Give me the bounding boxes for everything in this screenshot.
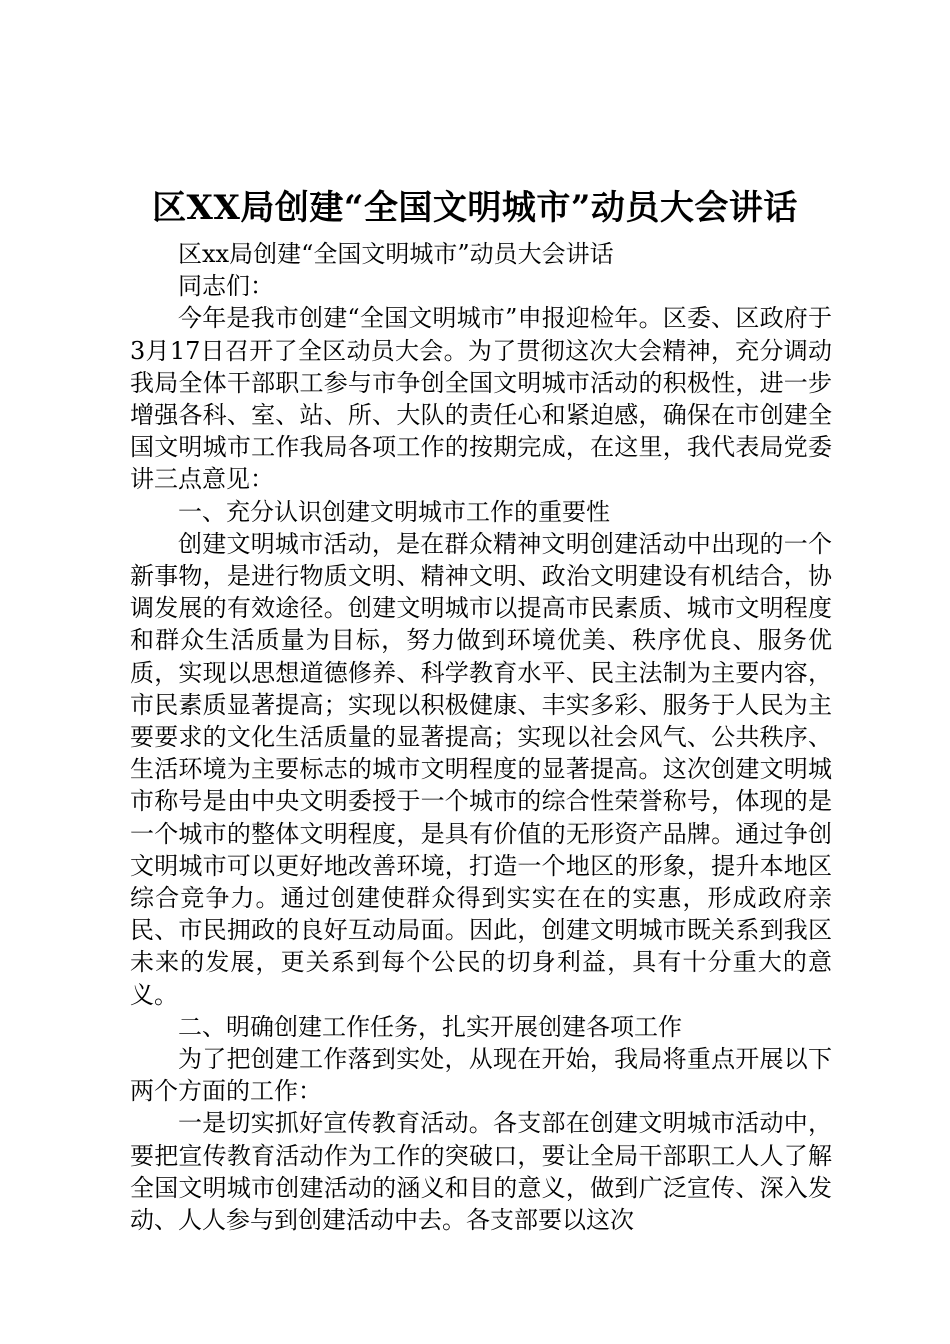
document-body xyxy=(130,238,832,1236)
document-title: 区XX局创建“全国文明城市”动员大会讲话 xyxy=(152,188,798,228)
salutation: 同志们： xyxy=(178,272,274,301)
section-heading: 一、充分认识创建文明城市工作的重要性 xyxy=(178,497,610,526)
paragraph: 今年是我市创建“全国文明城市”申报迎检年。区委、区政府于3月17日召开了全区动员大会。为了贯彻这次大会精神，充分调动我局全体干部职工参与市争创全国文明城市活动的积极性，进一步增强各科、室、站、所、大队的责任心和紧迫感，确保在市创建全国文明城市工作我局各项工作的按期完成，在这里，我代表局党委讲三点意见： xyxy=(130,304,832,494)
subtitle-line: 区xx局创建“全国文明城市”动员大会讲话 xyxy=(178,240,614,268)
paragraph: 一是切实抓好宣传教育活动。各支部在创建文明城市活动中，要把宣传教育活动作为工作的突破口，要让全局干部职工人人了解全国文明城市创建活动的涵义和目的意义，做到广泛宣传、深入发动、人人参与到创建活动中去。各支部要以这次 xyxy=(130,1109,832,1235)
section-heading: 二、明确创建工作任务，扎实开展创建各项工作 xyxy=(178,1012,682,1041)
paragraph: 为了把创建工作落到实处，从现在开始，我局将重点开展以下两个方面的工作： xyxy=(130,1045,832,1106)
paragraph: 创建文明城市活动，是在群众精神文明创建活动中出现的一个新事物，是进行物质文明、精神文明、政治文明建设有机结合，协调发展的有效途径。创建文明城市以提高市民素质、城市文明程度和群众生活质量为目标，努力做到环境优美、秩序优良、服务优质，实现以思想道德修养、科学教育水平、民主法制为主要内容，市民素质显著提高；实现以积极健康、丰实多彩、服务于人民为主要要求的文化生活质量的显著提高；实现以社会风气、公共秩序、生活环境为主要标志的城市文明程度的显著提高。这次创建文明城市称号是由中央文明委授于一个城市的综合性荣誉称号，体现的是一个城市的整体文明程度，是具有价值的无形资产品牌。通过争创文明城市可以更好地改善环境，打造一个地区的形象，提升本地区综合竞争力。通过创建使群众得到实实在在的实惠，形成政府亲民、市民拥政的良好互动局面。因此，创建文明城市既关系到我区未来的发展，更关系到每个公民的切身利益，具有十分重大的意义。 xyxy=(130,529,832,1009)
